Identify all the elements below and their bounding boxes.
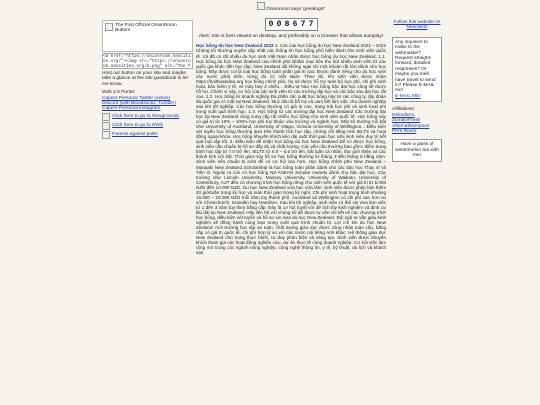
email-link[interactable]: E-MAIL ME! xyxy=(395,93,421,99)
newgrounds-icon xyxy=(102,113,110,121)
link-twitter[interactable]: Capers Personal Twitter (active) xyxy=(102,95,171,101)
link-discord[interactable]: Discord (with Bloodsucks, Tumblr!) xyxy=(102,101,176,107)
header-image-alt: Onionroom says 'greetings!' xyxy=(266,7,326,12)
article-body: 1. Các loại học bổng du học New Zealand 2021 – 2022 Chúng tôi thường xuyên cập nhật các thông tin học bổng phổ biến dành cho sinh viên quốc tế. Và đã có rất nhiều du học sinh Việt Nam nhận được học bổng du học New Zealand. 1.1. Học bổng du học New Zealand của chính phủ Nhằm mục tiêu thu hút nhiều sinh viên từ các quốc gia khác đến học tập, New Zealand đã không ngại chi một khoản rất lớn dành cho học bổng. Đây được coi là loại học bổng toàn phần giá trị cao. Được đánh riêng cho du học sinh các nước phát triển, trong đó có Việt Nam. Theo đó, khi sinh viên được nhận https://hoithoabdisa.org học bổng chính phủ, họ sẽ được hỗ trợ toàn bộ học phí, chi phí sinh hoạt, bảo hiểm y tế, vé máy bay 2 chiều... Điều tự hào Học bổng bậc đại học cũng sẽ được hỗ trợ. Chính vì vậy, cơ hội của các sinh viên từ các trường đại học và các bậc sau đại học rất cao. 1.2. Học bổng từ doanh nghiệp Đa phần các suất học bổng này từ các công ty, tập đoàn đa quốc gia có mặt tại New Zealand. Mục tiêu là hỗ trợ và cam kết làm việc cho doanh nghiệp sau khi tốt nghiệp. Các học bổng thường có giá trị cao, trang trải học phí và sinh hoạt phí trong suốt quá trình học. 1.3. Học bổng từ các trường đại học New Zealand Các trường đại học tại New Zealand cũng cung cấp rất nhiều học bổng cho sinh viên quốc tế. Học bổng này có giá trị từ 10% – 100% học phí tùy thuộc vào trường và ngành học. Một số trường nổi bật như University of Auckland, University of Otago, Victoria University of Wellington... Điều kiện xét tuyển học bổng thường dựa trên thành tích học tập, chứng chỉ tiếng Anh IELTS và hoạt động ngoại khóa. Học bổng khuyến khích kéo dài suốt thời gian học nếu sinh viên duy trì kết quả học tập tốt. 2. Điều kiện để nhận học bổng du học New Zealand Để có được học bổng, sinh viên cần chuẩn bị hồ sơ đầy đủ và chất lượng. Các yêu cầu thường bao gồm: điểm trung bình học tập từ 7.0 trở lên, IELTS từ 6.0 – 6.5 trở lên, bài luận cá nhân, thư giới thiệu và các thành tích nổi bật. Thời gian nộp hồ sơ học bổng thường từ tháng 3 đến tháng 8 hằng năm. Sinh viên nên chuẩn bị sớm để có cơ hội cao hơn. Học bổng chính phủ New Zealand – Manaaki New Zealand Scholarship là học bổng toàn phần dành cho các bậc học Thạc sĩ và Tiến sĩ. Ngoài ra còn có học bổng NZ-ASEAN Scholar Awards dành cho bậc đại học. Các trường như Lincoln University, Massey University, University of Waikato, University of Canterbury, AUT đều có chương trình học bổng riêng cho sinh viên quốc tế với giá trị từ 5.000 NZD đến 10.000 NZD. Du học New Zealand vừa học vừa làm: sinh viên được phép làm thêm 20 giờ/tuần trong kỳ học và toàn thời gian trong kỳ nghỉ. Chi phí sinh hoạt trung bình khoảng 15.000 – 20.000 NZD mỗi năm tùy thành phố. Auckland và Wellington có chi phí cao hơn so với Christchurch, Dunedin hay Hamilton. Sau khi tốt nghiệp, sinh viên có thể xin visa làm việc từ 1 đến 3 năm tùy theo bằng cấp. Đây là cơ hội tuyệt vời để tích lũy kinh nghiệm và định cư lâu dài tại New Zealand. Hãy liên hệ với chúng tôi để được tư vấn chi tiết về các chương trình học bổng, điều kiện xét tuyển và hồ sơ xin visa du học New Zealand. Đội ngũ tư vấn giàu kinh nghiệm sẽ đồng hành cùng bạn trong suốt quá trình chuẩn bị. Lợi ích khi du học New Zealand: môi trường học tập an toàn, chất lượng giáo dục được công nhận toàn cầu, bằng cấp có giá trị quốc tế, chi phí hợp lý so với các nước nói tiếng Anh khác. Hệ thống giáo dục New Zealand chú trọng thực hành, tư duy phản biện và sáng tạo. Sinh viên được khuyến khích tham gia các hoạt động nghiên cứu, dự án thực tế cùng doanh nghiệp. Cơ hội việc làm rộng mở trong các ngành nông nghiệp, công nghệ thông tin, y tế, kỹ thuật, du lịch và khách sạn. xyxy=(196,43,386,256)
affiliations-label: Affiliations: xyxy=(392,107,416,113)
link-instagram[interactable]: Capers Personal Instagram xyxy=(102,106,161,112)
follow-neocities-link[interactable]: Follow this website on Neocities! xyxy=(393,20,441,31)
link-newgrounds[interactable]: Click here to go to Newgrounds xyxy=(112,114,179,120)
counter-digit: 0 xyxy=(276,20,282,30)
hit-counter xyxy=(196,18,386,31)
counter-digit: 7 xyxy=(308,20,314,30)
link-parents-against-polls[interactable]: Parents against polls! xyxy=(112,132,158,138)
header-image xyxy=(196,0,386,12)
affiliation-link[interactable]: Afternathsimpson xyxy=(392,123,430,129)
affiliation-link[interactable]: Phi's Room xyxy=(392,128,417,134)
tea-text: Have a glass of wintermelon tea with me! xyxy=(395,142,439,159)
affiliation-link[interactable]: ZombieFresh xyxy=(392,118,421,124)
counter-digit: 0 xyxy=(268,20,274,30)
center-column xyxy=(196,0,386,255)
web-portal-label: Web 2.0 Portal: xyxy=(102,90,135,96)
broken-image-icon xyxy=(105,23,113,31)
inquiry-box xyxy=(392,37,442,102)
counter-digit: 6 xyxy=(292,20,298,30)
button-code-box[interactable]: <a href="https://onionroom.neocities.org/"><img src="https://onionroom.neocities.org/b.png" alt="The F xyxy=(102,53,193,69)
tea-box xyxy=(392,139,442,161)
button-instructions: Host our button on your site and maybe take a glance at the site guestbook to let me know. xyxy=(102,71,188,87)
counter-digit: 8 xyxy=(284,20,290,30)
inquiry-text: Any inquiries to make to the webmaster? Request straight-forward, detailed responses? Or maybe you meh have travel to send in? Please E-MAIL me! xyxy=(395,39,436,94)
desktop-alert: Alert: Site is best viewed on desktop, and preferably on a browser that allows autoplay! xyxy=(198,34,384,40)
onionroom-button-image[interactable] xyxy=(102,20,193,52)
parents-against-polls-icon xyxy=(102,131,110,139)
affiliation-link[interactable]: Dekoderro xyxy=(392,112,415,118)
left-column xyxy=(102,20,193,140)
affiliations xyxy=(392,107,442,134)
rws-icon xyxy=(102,122,110,130)
article-title[interactable]: Học bổng du học New Zealand 2022 xyxy=(196,43,274,49)
broken-image-icon xyxy=(257,2,265,10)
counter-digit: 7 xyxy=(300,20,306,30)
right-column xyxy=(392,20,442,167)
banner-alt-text: The First Official OnionRoom Button! xyxy=(115,23,177,34)
portal-links xyxy=(102,96,193,139)
follow-link-container xyxy=(392,20,442,31)
article xyxy=(196,43,386,255)
link-rws[interactable]: Click here to go to RWS xyxy=(112,123,164,129)
